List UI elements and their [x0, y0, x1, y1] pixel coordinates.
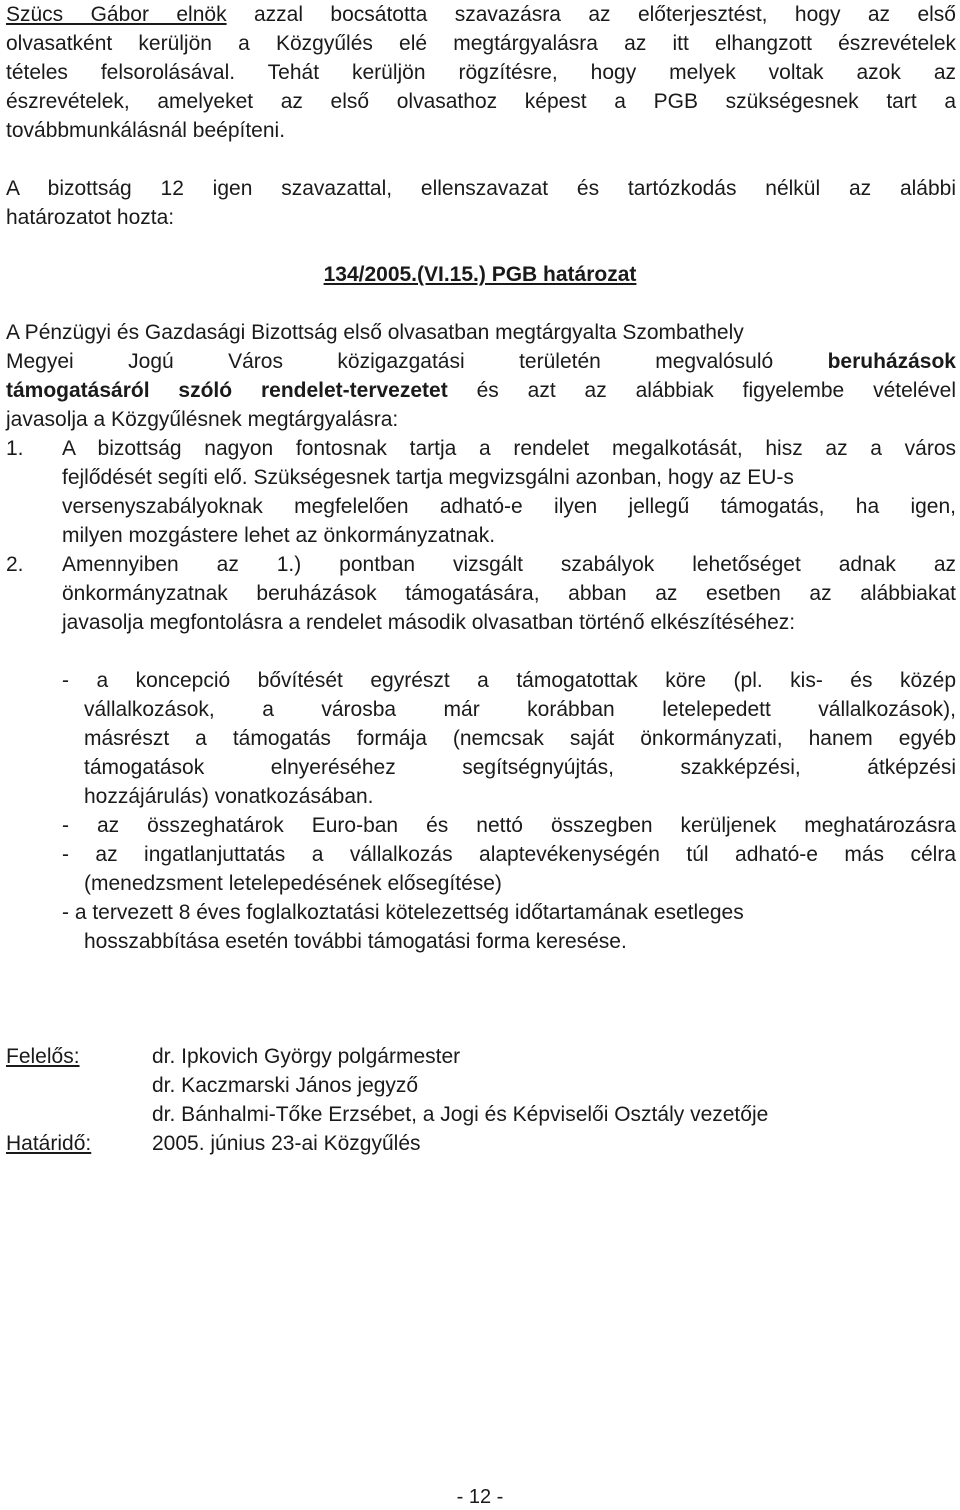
vote-line-1: A bizottság 12 igen szavazattal, ellenszavazat és tartózkodás nélkül az alábbi — [6, 177, 956, 200]
resolution-title-text: 134/2005.(VI.15.) PGB határozat — [323, 263, 637, 286]
item-1-line-3: versenyszabályoknak megfelelően adható-e ilyen jellegű támogatás, ha igen, — [62, 495, 956, 518]
resolution-title — [0, 260, 960, 289]
body-line-3-bold: támogatásáról szóló rendelet-tervezetet — [6, 379, 448, 402]
responsible-label: Felelős: — [6, 1045, 80, 1068]
item-2-line-3: javasolja megfontolásra a rendelet második olvasatban történő elkészítéséhez: — [62, 611, 796, 634]
deadline-label: Határidő: — [6, 1132, 92, 1155]
item-1-line-2: fejlődését segíti elő. Szükségesnek tartja megvizsgálni azonban, hogy az EU-s — [62, 466, 794, 489]
item-1-line-1: A bizottság nagyon fontosnak tartja a rendelet megalkotását, hisz az a város — [62, 437, 956, 460]
body-line-2-text: Megyei Jogú Város közigazgatási területén megvalósuló — [6, 350, 828, 373]
bullet-1-line-3: másrészt a támogatás formája (nemcsak saját önkormányzati, hanem egyéb — [84, 727, 956, 750]
body-line-3 — [6, 376, 956, 405]
item-number: 1. — [6, 437, 24, 460]
intro-line-1-text: azzal bocsátotta szavazásra az előterjesztést, hogy az első — [226, 3, 956, 26]
item-1-line-4: milyen mozgástere lehet az önkormányzatnak. — [62, 524, 496, 547]
vote-line-2: határozatot hozta: — [6, 206, 175, 229]
item-2-line-2: önkormányzatnak beruházások támogatására, abban az esetben az alábbiakat — [62, 582, 956, 605]
body-line-4: javasolja a Közgyűlésnek megtárgyalásra: — [6, 408, 399, 431]
item-2-line-1: Amennyiben az 1.) pontban vizsgált szabályok lehetőséget adnak az — [62, 553, 956, 576]
bullet-3-line-2: (menedzsment letelepedésének elősegítése) — [84, 872, 502, 895]
item-number: 2. — [6, 553, 24, 576]
responsible-name: dr. Bánhalmi-Tőke Erzsébet, a Jogi és Képviselői Osztály vezetője — [152, 1103, 769, 1126]
intro-line-5: továbbmunkálásnál beépíteni. — [6, 119, 286, 142]
responsible-name: dr. Ipkovich György polgármester — [152, 1045, 461, 1068]
bullet-4-line-1: - a tervezett 8 éves foglalkoztatási kötelezettség időtartamának esetleges — [62, 901, 744, 924]
page-number: - 12 - — [456, 1486, 504, 1508]
chair-name: Szücs Gábor elnök — [6, 3, 227, 26]
bullet-1-line-4: támogatások elnyeréséhez segítségnyújtás, szakképzési, átképzési — [84, 756, 956, 779]
intro-line-4: észrevételek, amelyeket az első olvasathoz képest a PGB szükségesnek tart a — [6, 90, 956, 113]
intro-line-1 — [6, 0, 956, 29]
body-line-3-text: és azt az alábbiak figyelembe vételével — [447, 379, 956, 402]
intro-line-2: olvasatként kerüljön a Közgyűlés elé megtárgyalásra az itt elhangzott észrevételek — [6, 32, 956, 55]
bullet-1-line-1: - a koncepció bővítését egyrészt a támogatottak köre (pl. kis- és közép — [62, 669, 956, 692]
bullet-4-line-2: hosszabbítása esetén további támogatási forma keresése. — [84, 930, 627, 953]
deadline-value: 2005. június 23-ai Közgyűlés — [152, 1132, 421, 1155]
bullet-3-line-1: - az ingatlanjuttatás a vállalkozás alaptevékenységén túl adható-e más célra — [62, 843, 956, 866]
responsible-name: dr. Kaczmarski János jegyző — [152, 1074, 419, 1097]
intro-line-3: tételes felsorolásával. Tehát kerüljön rögzítésre, hogy melyek voltak azok az — [6, 61, 956, 84]
bullet-1-line-2: vállalkozások, a városba már korábban letelepedett vállalkozások), — [84, 698, 956, 721]
body-line-1: A Pénzügyi és Gazdasági Bizottság első olvasatban megtárgyalta Szombathely — [6, 321, 744, 344]
bullet-1-line-5: hozzájárulás) vonatkozásában. — [84, 785, 374, 808]
body-line-2-bold: beruházások — [827, 350, 956, 373]
body-line-2 — [6, 347, 956, 376]
bullet-2-line-1: - az összeghatárok Euro-ban és nettó összegben kerüljenek meghatározásra — [62, 814, 956, 837]
